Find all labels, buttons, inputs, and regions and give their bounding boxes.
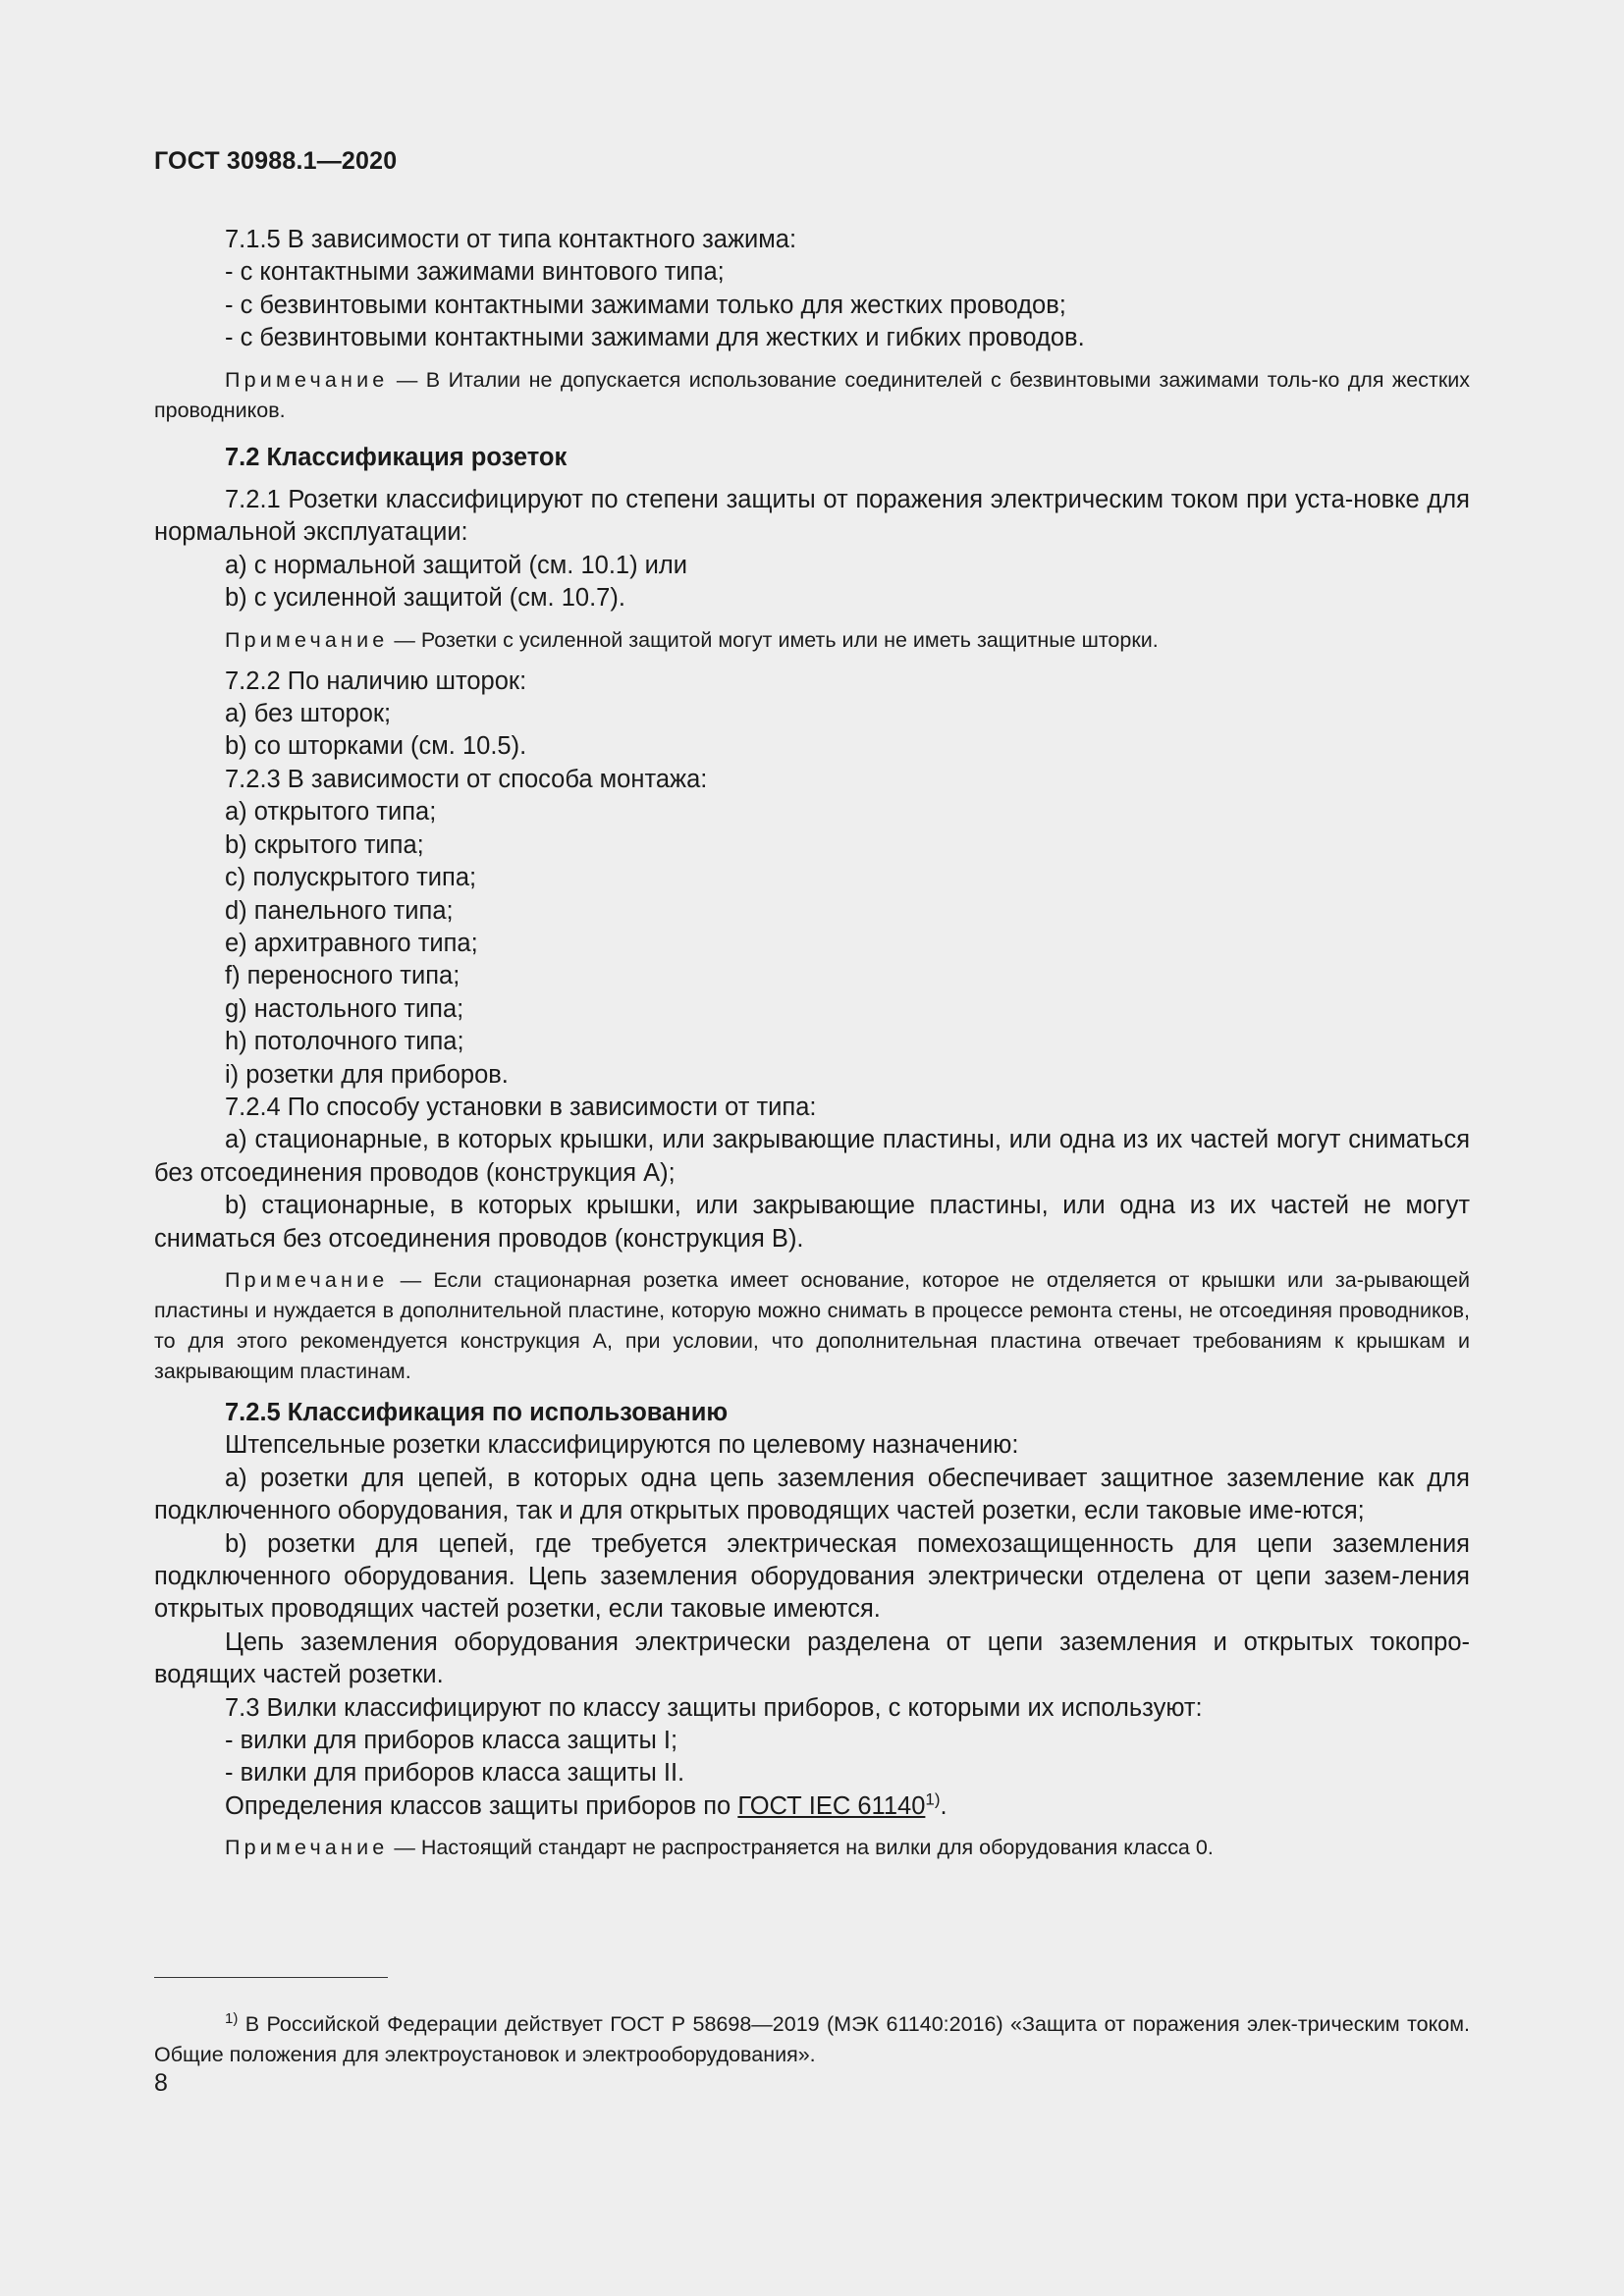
list-item: b) скрытого типа; xyxy=(225,830,424,859)
heading-7-2: 7.2 Классификация розеток xyxy=(225,443,568,471)
para-7-2-3: 7.2.3 В зависимости от способа монтажа: xyxy=(225,765,708,793)
list-item: a) открытого типа; xyxy=(225,798,437,827)
note-7-2-1 xyxy=(154,625,1470,656)
list-item: d) панельного типа; xyxy=(225,896,454,925)
page-number: 8 xyxy=(154,2069,168,2097)
note-text: — Если стационарная розетка имеет основание, которое не отделяется от крышки или за-рывающей пластины и нуждается в дополнительной пластине, которую можно снимать в процессе ремонта стены, не отсоединяя проводников, то для этого рекомендуется конструкция А, при условии, что дополнительная пластина отвечает требованиям к крышкам и закрывающим пластинам. xyxy=(154,1267,1470,1383)
standard-link[interactable]: ГОСТ IEC 61140 xyxy=(737,1791,926,1820)
note-text: — Розетки с усиленной защитой могут иметь или не иметь защитные шторки. xyxy=(388,627,1159,652)
note-label: Примечание xyxy=(225,367,389,392)
list-item: - с контактными зажимами винтового типа; xyxy=(225,258,725,287)
list-item: - с безвинтовыми контактными зажимами только для жестких проводов; xyxy=(225,291,1066,319)
note-text: — В Италии не допускается использование соединителей с безвинтовыми зажимами толь-ко для жестких проводников. xyxy=(154,367,1470,422)
list-item: - вилки для приборов класса защиты I; xyxy=(225,1727,678,1755)
list-item: c) полускрытого типа; xyxy=(225,864,477,892)
para-7-2-5-b: b) розетки для цепей, где требуется электрическая помехозащищенность для цепи заземления подключенного оборудования. Цепь заземления оборудования электрически отделена от цепи зазем-ления открытых проводящих частей розетки, если таковые имеются. xyxy=(154,1529,1470,1624)
list-item: h) потолочного типа; xyxy=(225,1028,464,1056)
note-label: Примечание xyxy=(225,627,389,652)
footnote-mark: 1) xyxy=(225,2009,239,2027)
note-7-2-4 xyxy=(154,1265,1470,1387)
footnote-ref[interactable]: 1) xyxy=(925,1789,941,1809)
list-item: e) архитравного типа; xyxy=(225,929,478,957)
list-item: a) с нормальной защитой (см. 10.1) или xyxy=(225,551,688,579)
note-label: Примечание xyxy=(225,1836,389,1860)
para-7-2-4-b: b) стационарные, в которых крышки, или закрывающие пластины, или одна из их частей не могут сниматься без отсоединения проводов (конструкция В). xyxy=(154,1192,1470,1253)
list-item: i) розетки для приборов. xyxy=(225,1060,509,1089)
para-7-2-4: 7.2.4 По способу установки в зависимости от типа: xyxy=(225,1093,817,1121)
para-7-2-1: 7.2.1 Розетки классифицируют по степени защиты от поражения электрическим током при уста-новке для нормальной эксплуатации: xyxy=(154,486,1470,547)
page-content xyxy=(154,224,1470,1863)
list-item: b) со шторками (см. 10.5). xyxy=(225,732,527,761)
para-7-2-4-a: a) стационарные, в которых крышки, или закрывающие пластины, или одна из их частей могут сниматься без отсоединения проводов (конструкция А); xyxy=(154,1126,1470,1187)
para-7-3-definitions xyxy=(154,1790,1470,1823)
footnote xyxy=(154,2009,1470,2070)
list-item: g) настольного типа; xyxy=(225,994,464,1023)
para-7-2-2: 7.2.2 По наличию шторок: xyxy=(225,667,527,695)
document-header: ГОСТ 30988.1—2020 xyxy=(154,147,398,175)
footnote-text: В Российской Федерации действует ГОСТ Р 58698—2019 (МЭК 61140:2016) «Защита от поражения элек-трическим током. Общие положения для электроустановок и электрооборудования». xyxy=(154,2011,1470,2066)
note-7-3 xyxy=(154,1833,1470,1863)
note-label: Примечание xyxy=(225,1267,389,1292)
definitions-text: Определения классов защиты приборов по xyxy=(225,1791,738,1820)
list-item: b) с усиленной защитой (см. 10.7). xyxy=(225,584,625,613)
list-item: a) без шторок; xyxy=(225,700,392,728)
list-item: - вилки для приборов класса защиты II. xyxy=(225,1759,685,1788)
heading-7-2-5: 7.2.5 Классификация по использованию xyxy=(225,1398,729,1426)
para-7-2-5-a: a) розетки для цепей, в которых одна цепь заземления обеспечивает защитное заземление как для подключенного оборудования, так и для открытых проводящих частей розетки, если таковые име-ются; xyxy=(154,1464,1470,1525)
sec715-intro: 7.1.5 В зависимости от типа контактного зажима: xyxy=(225,226,797,253)
definitions-end: . xyxy=(940,1791,947,1820)
para-7-2-5-c: Цепь заземления оборудования электрически разделена от цепи заземления и открытых токопро-водящих частей розетки. xyxy=(154,1628,1470,1689)
para-7-3: 7.3 Вилки классифицируют по классу защиты приборов, с которыми их используют: xyxy=(225,1693,1203,1722)
list-item: f) переносного типа; xyxy=(225,962,460,990)
footnote-divider xyxy=(154,1977,388,1978)
para-7-2-5-intro: Штепсельные розетки классифицируются по целевому назначению: xyxy=(225,1431,1019,1460)
note-text: — Настоящий стандарт не распространяется на вилки для оборудования класса 0. xyxy=(388,1836,1214,1860)
list-item: - с безвинтовыми контактными зажимами для жестких и гибких проводов. xyxy=(225,324,1085,352)
note-715 xyxy=(154,365,1470,426)
